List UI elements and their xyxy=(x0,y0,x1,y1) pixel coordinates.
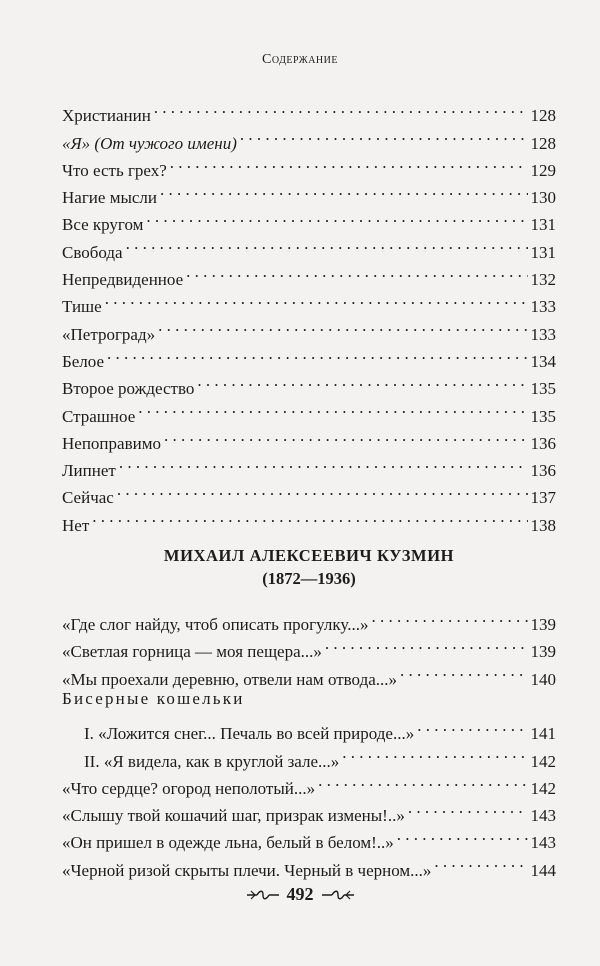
toc-entry-title: «Светлая горница — моя пещера...» xyxy=(62,642,322,662)
dot-leader xyxy=(126,230,528,257)
running-head: Содержание xyxy=(262,52,338,67)
toc-entry xyxy=(62,603,556,635)
toc-entry-title: Тише xyxy=(62,297,102,317)
toc-entry-title: I. «Ложится снег... Печаль во всей природе...» xyxy=(84,724,415,744)
dot-leader xyxy=(186,258,527,285)
toc-list-final xyxy=(62,767,556,880)
toc-entry-page: 128 xyxy=(530,133,556,153)
toc-entry-title: Страшное xyxy=(62,406,136,426)
toc-entry-page: 142 xyxy=(530,778,556,798)
toc-entry-page: 130 xyxy=(530,188,556,208)
dot-leader xyxy=(117,476,528,503)
toc-entry xyxy=(62,258,556,290)
toc-entry-title: «Мы проехали деревню, отвели нам отвода...» xyxy=(62,669,398,689)
toc-entry-page: 134 xyxy=(530,351,556,371)
toc-entry-page: 139 xyxy=(530,615,556,635)
toc-entry-page: 136 xyxy=(530,433,556,453)
dot-leader xyxy=(107,340,527,367)
toc-entry-page: 132 xyxy=(530,270,556,290)
toc-entry-page: 140 xyxy=(530,669,556,689)
dot-leader xyxy=(158,312,527,339)
toc-entry-title: Второе рождество xyxy=(62,379,195,399)
toc-entry xyxy=(62,712,556,744)
toc-entry-page: 133 xyxy=(530,324,556,344)
toc-entry-title: Непредвиденное xyxy=(62,270,184,290)
toc-entry-page: 129 xyxy=(530,160,556,180)
dot-leader xyxy=(197,367,527,394)
toc-entry-page: 144 xyxy=(530,860,556,880)
toc-entry-page: 143 xyxy=(530,806,556,826)
toc-entry-page: 141 xyxy=(530,724,556,744)
toc-list-before xyxy=(62,94,556,535)
right-ornament-icon xyxy=(320,888,356,902)
toc-entry-title: Сейчас xyxy=(62,488,114,508)
author-years: (1872—1936) xyxy=(262,568,356,588)
toc-entry-page: 136 xyxy=(530,461,556,481)
dot-leader xyxy=(105,285,528,312)
toc-entry-title: Свобода xyxy=(62,242,123,262)
toc-entry-title: Что есть грех? xyxy=(62,160,167,180)
toc-entry-title: Липнет xyxy=(62,461,116,481)
dot-leader xyxy=(408,794,528,821)
toc-entry xyxy=(62,367,556,399)
toc-entry-title: «Где слог найду, чтоб описать прогулку...» xyxy=(62,615,369,635)
toc-entry xyxy=(62,340,556,371)
left-ornament-icon xyxy=(245,888,281,902)
toc-list-after-author xyxy=(62,603,556,689)
toc-entry-title: «Черной ризой скрыты плечи. Черный в черном...» xyxy=(62,860,432,880)
toc-entry-page: 128 xyxy=(530,106,556,126)
dot-leader xyxy=(170,149,528,176)
toc-entry-page: 131 xyxy=(530,215,556,235)
toc-entry-title: «Он пришел в одежде льна, белый в белом!..» xyxy=(62,833,394,853)
dot-leader xyxy=(434,848,527,875)
toc-entry xyxy=(62,94,556,126)
dot-leader xyxy=(417,712,527,739)
toc-entry xyxy=(62,476,556,508)
dot-leader xyxy=(397,821,528,848)
toc-entry-page: 137 xyxy=(530,488,556,508)
section-heading: Бисерные кошельки xyxy=(62,688,245,708)
toc-entry xyxy=(62,449,556,481)
table-of-contents xyxy=(62,94,556,880)
dot-leader xyxy=(400,657,527,684)
toc-entry-title: «Слышу твой кошачий шаг, призрак измены!..» xyxy=(62,806,405,826)
toc-entry-page: 135 xyxy=(530,379,556,399)
toc-entry-page: 135 xyxy=(530,406,556,426)
toc-entry-page: 131 xyxy=(530,242,556,262)
page-number: 492 xyxy=(286,884,314,904)
toc-list-section xyxy=(62,712,556,771)
toc-entry xyxy=(62,312,556,344)
dot-leader xyxy=(119,449,528,476)
toc-entry-title: «Что сердце? огород неполотый...» xyxy=(62,778,316,798)
dot-leader xyxy=(318,767,527,794)
dot-leader xyxy=(240,121,528,148)
toc-entry-title: «Я» (От чужого имени) xyxy=(62,133,237,153)
author-heading xyxy=(62,545,556,591)
toc-entry-title: Все кругом xyxy=(62,215,144,235)
dot-leader xyxy=(371,603,527,630)
toc-entry xyxy=(62,422,556,453)
author-name: МИХАИЛ АЛЕКСЕЕВИЧ КУЗМИН xyxy=(163,545,455,565)
toc-entry-page: 139 xyxy=(530,642,556,662)
dot-leader xyxy=(138,394,527,421)
dot-leader xyxy=(325,630,528,657)
toc-entry-title: Непоправимо xyxy=(62,433,161,453)
toc-entry-page: 133 xyxy=(530,297,556,317)
dot-leader xyxy=(154,94,528,121)
dot-leader xyxy=(342,739,527,766)
dot-leader xyxy=(92,503,527,530)
toc-entry-page: 142 xyxy=(530,751,556,771)
toc-entry xyxy=(62,285,556,317)
toc-entry xyxy=(62,503,556,535)
toc-entry-title: Белое xyxy=(62,351,105,371)
toc-entry xyxy=(62,230,556,262)
page-folio xyxy=(0,884,600,905)
toc-entry-page: 143 xyxy=(530,833,556,853)
dot-leader xyxy=(146,203,527,230)
toc-entry-title: Христианин xyxy=(62,106,151,126)
toc-entry-title: II. «Я видела, как в круглой зале...» xyxy=(84,751,340,771)
dot-leader xyxy=(164,422,528,449)
dot-leader xyxy=(160,176,528,203)
toc-entry-title: Нагие мысли xyxy=(62,188,157,208)
toc-entry-title: «Петроград» xyxy=(62,324,156,344)
toc-entry-page: 138 xyxy=(530,515,556,535)
toc-entry-title: Нет xyxy=(62,515,90,535)
